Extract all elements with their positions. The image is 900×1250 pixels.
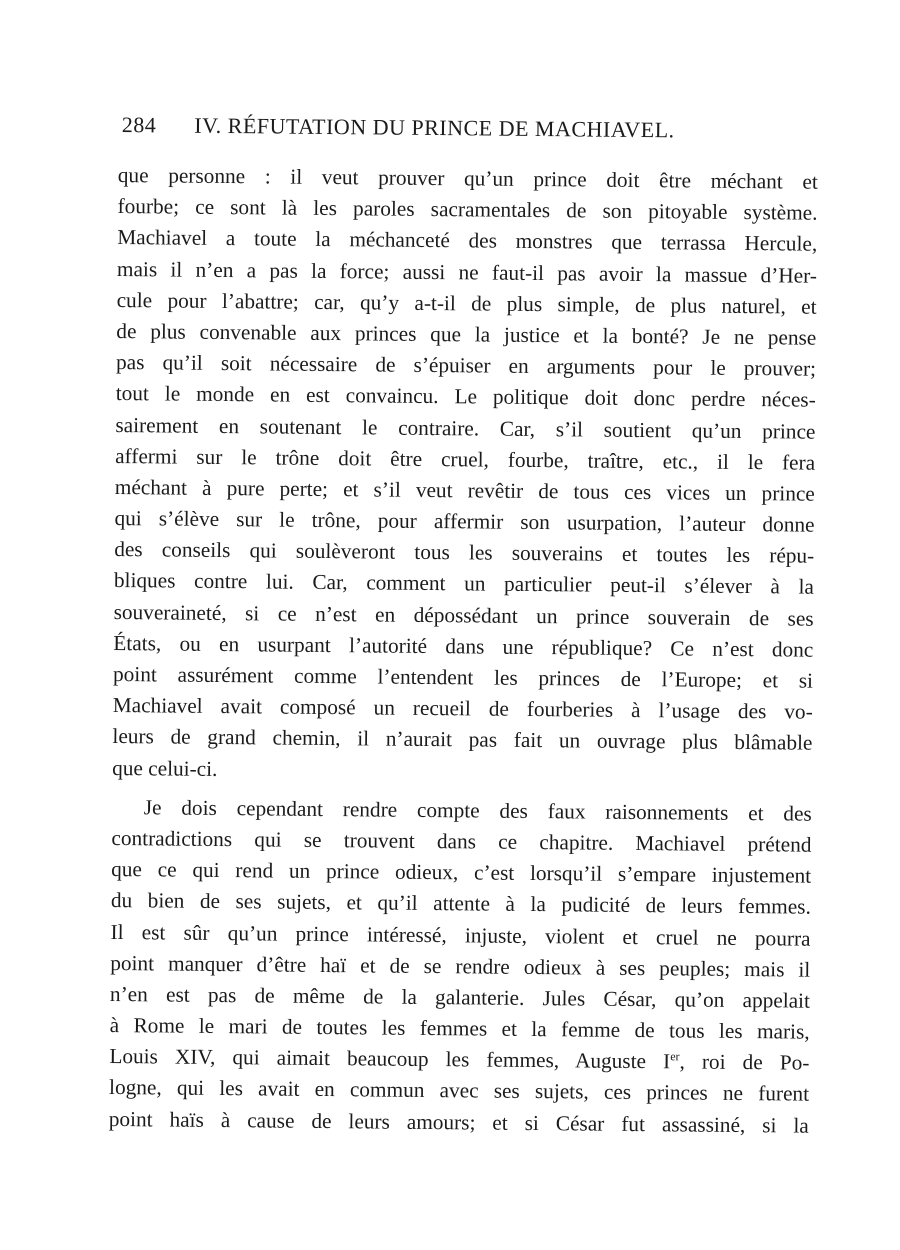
text-line: contradictions qui se trouvent dans ce chapitre. Machiavel prétend xyxy=(111,825,812,857)
text-line: point manquer d’être haï et de se rendre odieux à ses peuples; mais il xyxy=(110,950,811,982)
text-line: du bien de ses sujets, et qu’il attente à la pudicité de leurs femmes. xyxy=(110,888,811,919)
chapter-title: IV. RÉFUTATION DU PRINCE DE MACHIAVEL. xyxy=(194,112,675,143)
text-line: Il est sûr qu’un prince intéressé, injuste, violent et cruel ne pourra xyxy=(110,919,811,951)
text-line: pas qu’il soit nécessaire de s’épuiser en arguments pour le prouver; xyxy=(115,350,817,381)
text-line: affermi sur le trône doit être cruel, fourbe, traître, etc., il le fera xyxy=(115,443,816,475)
superscript: er xyxy=(670,1049,680,1064)
text-line: souveraineté, si ce n’est en dépossédant un prince souverain de ses xyxy=(113,599,814,631)
text-line: n’en est pas de même de la galanterie. Jules César, qu’on appelait xyxy=(109,981,811,1013)
text-line: cule pour l’abattre; car, qu’y a-t-il de plus simple, de plus naturel, et xyxy=(116,287,817,319)
text-line: que personne : il veut prouver qu’un prince doit être méchant et xyxy=(117,162,818,194)
text-line: à Rome le mari de toutes les femmes et la femme de tous les maris, xyxy=(109,1013,810,1044)
text-line: Machiavel avait composé un recueil de fourberies à l’usage des vo- xyxy=(112,693,813,724)
text-line: que celui-ci. xyxy=(112,755,218,781)
text-line: leurs de grand chemin, il n’aurait pas fait un ouvrage plus blâmable xyxy=(112,724,813,756)
text-line: fourbe; ce sont là les paroles sacramentales de son pitoyable système. xyxy=(117,194,818,225)
text-line: États, ou en usurpant l’autorité dans une république? Ce n’est donc xyxy=(113,630,814,662)
text-line: méchant à pure perte; et s’il veut revêtir de tous ces vices un prince xyxy=(114,474,815,506)
text-line: sairement en soutenant le contraire. Car, s’il soutient qu’un prince xyxy=(115,412,816,444)
text-line: de plus convenable aux princes que la justice et la bonté? Je ne pense xyxy=(116,318,817,350)
body-text xyxy=(109,160,818,1141)
text-line: qui s’élève sur le trône, pour affermir son usurpation, l’auteur donne xyxy=(114,506,815,537)
text-line: logne, qui les avait en commun avec ses sujets, ces princes ne furent xyxy=(108,1075,810,1107)
page-number: 284 xyxy=(121,112,157,138)
text-segment: Louis XIV, qui aimait beaucoup les femmes, Auguste I xyxy=(109,1044,671,1074)
text-line: mais il n’en a pas la force; aussi ne faut-il pas avoir la massue d’Her- xyxy=(116,256,818,288)
text-line: bliques contre lui. Car, comment un particulier peut-il s’élever à la xyxy=(113,568,815,600)
text-line: point haïs à cause de leurs amours; et si César fut assassiné, si la xyxy=(108,1106,809,1138)
text-line: des conseils qui soulèveront tous les souverains et toutes les répu- xyxy=(114,537,815,568)
text-segment: , roi de Po- xyxy=(679,1049,810,1075)
text-line: que ce qui rend un prince odieux, c’est lorsqu’il s’empare injustement xyxy=(111,857,812,888)
paragraph-2 xyxy=(109,792,812,1142)
text-line: tout le monde en est convaincu. Le politique doit donc perdre néces- xyxy=(115,381,816,413)
text-line: point assurément comme l’entendent les princes de l’Europe; et si xyxy=(112,661,814,693)
text-line: Machiavel a toute la méchanceté des monstres que terrassa Hercule, xyxy=(117,225,818,257)
text-line: Je dois cependant rendre compte des faux raisonnements et des xyxy=(143,795,812,826)
running-head xyxy=(122,112,822,145)
paragraph-1 xyxy=(112,160,818,790)
